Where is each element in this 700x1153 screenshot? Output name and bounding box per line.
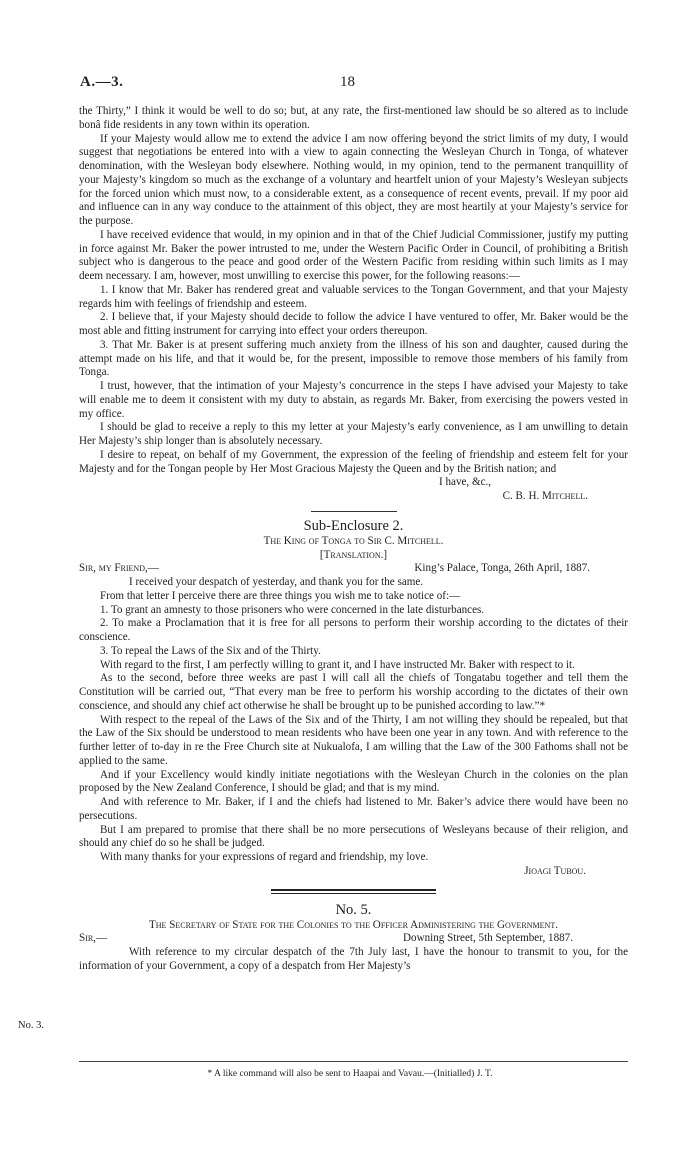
document-body bbox=[79, 105, 628, 974]
no5-heading: No. 5. bbox=[335, 901, 372, 918]
footnote-rule bbox=[79, 1061, 628, 1062]
sub-enclosure-heading: Sub-Enclosure 2. bbox=[303, 517, 404, 534]
paragraph: I received your despatch of yesterday, and thank you for the same. bbox=[129, 576, 424, 588]
paragraph: I desire to repeat, on behalf of my Government, the expression of the feeling of friendship and esteem felt for your Majesty and for the Tongan people by Her Most Gracious Majesty the Queen and by the British nation; and bbox=[79, 448, 628, 475]
paragraph: 1. To grant an amnesty to those prisoners who were concerned in the late disturbances. bbox=[100, 603, 485, 616]
paragraph: If your Majesty would allow me to extend the advice I am now offering beyond the strict limits of my duty, I would suggest that negotiations be entered into with a view to again connecting the Wesleyan Church in Tonga, of whatever denomination, with the Wesleyan body elsewhere. Nothing would, in my opinion, tend to the permanent tranquillity of your Majesty’s kingdom so much as the exchange of a voluntary and heartfelt union of your Majesty’s Wesleyan subjects for the forced union which must now, to a considerable extent, as a consequence of recent events, prevail. If my poor aid and influence can in any way conduce to the attainment of this object, they are most heartily at your Majesty’s service for the purpose. bbox=[79, 132, 628, 227]
signature: Jioagi Tubou. bbox=[524, 864, 586, 877]
paragraph: And with reference to Mr. Baker, if I and the chiefs had listened to Mr. Baker’s advice there would have been no persecutions. bbox=[79, 796, 628, 822]
place-date: King’s Palace, Tonga, 26th April, 1887. bbox=[414, 562, 590, 575]
salutation: Sir,— bbox=[79, 932, 108, 945]
paragraph: And if your Excellency would kindly initiate negotiations with the Wesleyan Church in the colonies on the plan proposed by the New Zealand Conference, I should be glad; and that is my mind. bbox=[79, 768, 628, 795]
margin-note: No. 3. bbox=[18, 1020, 44, 1031]
translation-note: [Translation.] bbox=[319, 548, 388, 561]
paragraph: the Thirty,” I think it would be well to do so; but, at any rate, the first-mentioned law should be so altered as to include bonâ fide residents in any town within its operation. bbox=[79, 105, 628, 131]
sub-enclosure-subheading: The King of Tonga to Sir C. Mitchell. bbox=[263, 534, 444, 547]
footnote: * A like command will also be sent to Haapai and Vavau.—(Initialled) J. T. bbox=[207, 1069, 493, 1079]
closing: I have, &c., bbox=[439, 476, 492, 489]
paragraph: With reference to my circular despatch of the 7th July last, I have the honour to transmit to you, for the information of your Government, a copy of a despatch from Her Majesty’s bbox=[79, 946, 628, 972]
signature: C. B. H. Mitchell. bbox=[502, 490, 588, 502]
paragraph: 2. I believe that, if your Majesty should decide to follow the advice I have ventured to offer, Mr. Baker would be the most able and fitting instrument for carrying into effect your orders thereupon. bbox=[79, 311, 628, 337]
paragraph: 1. I know that Mr. Baker has rendered great and valuable services to the Tongan Government, and that your Majesty regards him with feelings of friendship and esteem. bbox=[79, 283, 628, 310]
paragraph: I have received evidence that would, in my opinion and in that of the Chief Judicial Commissioner, justify my putting in force against Mr. Baker the power intrusted to me, under the Western Pacific Order in Council, of prohibiting a British subject who is dangerous to the peace and good order of the Western Pacific from residing within such limits as I may deem necessary. I am, however, most unwilling to exercise this power, for the following reasons:— bbox=[79, 228, 628, 282]
divider bbox=[311, 511, 397, 512]
paragraph: From that letter I perceive there are three things you wish me to take notice of:— bbox=[100, 589, 461, 602]
salutation: Sir, my Friend,— bbox=[79, 562, 159, 575]
paragraph: But I am prepared to promise that there shall be no more persecutions of Wesleyans because of their religion, and should any chief do so he shall be judged. bbox=[79, 823, 628, 850]
paragraph: I trust, however, that the intimation of your Majesty’s concurrence in the steps I have advised your Majesty to take will enable me to deem it consistent with my duty to abstain, as regards Mr. Baker, from exercising the powers vested in my office. bbox=[79, 380, 628, 420]
paragraph: 3. To repeal the Laws of the Six and of the Thirty. bbox=[100, 644, 321, 657]
double-divider bbox=[271, 889, 436, 894]
place-date: Downing Street, 5th September, 1887. bbox=[403, 932, 573, 945]
page-number: 18 bbox=[340, 74, 355, 90]
paragraph: 2. To make a Proclamation that it is free for all persons to perform their worship according to the dictates of their conscience. bbox=[79, 617, 628, 643]
paragraph: I should be glad to receive a reply to this my letter at your Majesty’s early convenience, as I am unwilling to detain Her Majesty’s ship longer than is absolutely necessary. bbox=[79, 421, 628, 447]
paragraph: With regard to the first, I am perfectly willing to grant it, and I have instructed Mr. Baker with respect to it. bbox=[100, 658, 575, 671]
no5-subheading: The Secretary of State for the Colonies to the Officer Administering the Government. bbox=[148, 918, 558, 931]
section-reference: A.—3. bbox=[80, 74, 124, 90]
paragraph: As to the second, before three weeks are past I will call all the chiefs of Tongatabu together and tell them the Constitution will be carried out, “That every man be free to perform his worship according to the dictates of their own conscience, and should any chief act otherwise he shall be brought up to be punished according to law.”* bbox=[79, 672, 628, 712]
salutation-row bbox=[79, 562, 628, 576]
paragraph: 3. That Mr. Baker is at present suffering much anxiety from the illness of his son and daughter, caused during the attempt made on his life, and that it would be, for the present, impossible to remove those members of his family from Tonga. bbox=[79, 338, 628, 379]
paragraph: With respect to the repeal of the Laws of the Six and of the Thirty, I am not willing they should be repealed, but that the Law of the Six should be understood to mean residents who have been one year in any town. And with reference to the further letter of to-day in re the Free Church site at Nukualofa, I am willing that the Law of the 300 Fathoms shall not be applied to the same. bbox=[79, 713, 628, 767]
paragraph: With many thanks for your expressions of regard and friendship, my love. bbox=[100, 851, 429, 863]
salutation-row bbox=[79, 932, 628, 946]
